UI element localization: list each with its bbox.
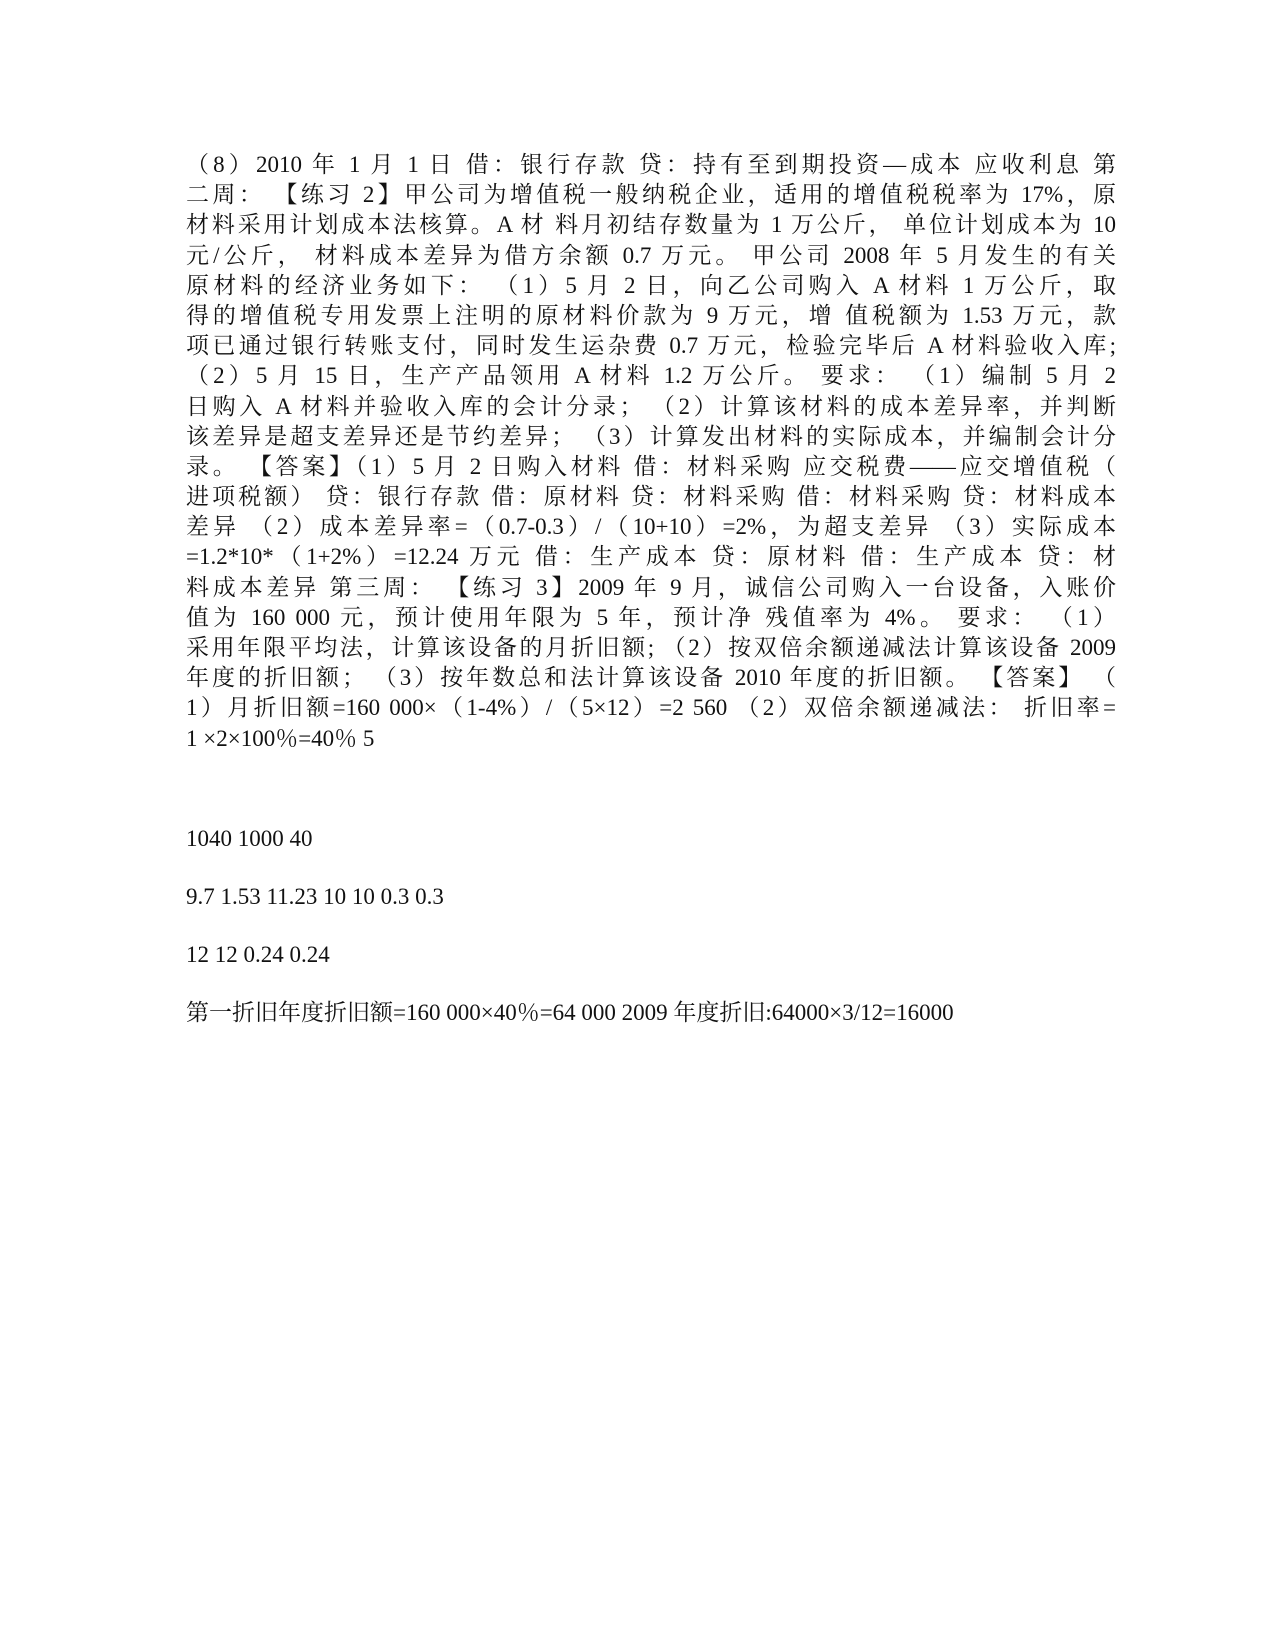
text-line: （2）5 月 15 日，生产产品领用 A 材料 1.2 万公斤。 要求： （1）编制 5 月 2 [186, 363, 1116, 389]
text-line: 日购入 A 材料并验收入库的会计分录； （2）计算该材料的成本差异率，并判断 [186, 393, 1116, 419]
text-line: 料成本差异 第三周： 【练习 3】2009 年 9 月，诚信公司购入一台设备，入账价 [186, 574, 1116, 600]
text-line: 材料采用计划成本法核算。A 材 料月初结存数量为 1 万公斤， 单位计划成本为 10 [186, 212, 1116, 238]
text-line: 年度的折旧额； （3）按年数总和法计算该设备 2010 年度的折旧额。 【答案】 （ [186, 665, 1116, 691]
text-line: 值为 160 000 元，预计使用年限为 5 年，预计净 残值率为 4%。 要求： （1） [186, 604, 1116, 630]
text-line: 录。 【答案】（1）5 月 2 日购入材料 借：材料采购 应交税费——应交增值税（ [186, 453, 1116, 479]
main-text-block [186, 150, 1116, 754]
text-line: 差异 （2）成本差异率=（0.7-0.3）/（10+10）=2%，为超支差异 （3）实际成本 [186, 514, 1116, 540]
text-line: 原材料的经济业务如下： （1）5 月 2 日，向乙公司购入 A 材料 1 万公斤，取 [186, 272, 1116, 298]
text-line: 得的增值税专用发票上注明的原材料价款为 9 万元，增 值税额为 1.53 万元，款 [186, 302, 1117, 328]
text-line: 该差异是超支差异还是节约差异； （3）计算发出材料的实际成本，并编制会计分 [186, 423, 1116, 449]
extra-line: 第一折旧年度折旧额=160 000×40％=64 000 2009 年度折旧:64000×3/12=16000 [186, 1000, 954, 1025]
text-line: 元/公斤， 材料成本差异为借方余额 0.7 万元。 甲公司 2008 年 5 月发生的有关 [186, 242, 1116, 268]
extra-line: 1040 1000 40 [186, 826, 313, 851]
extra-line: 12 12 0.24 0.24 [186, 942, 330, 967]
extra-line: 9.7 1.53 11.23 10 10 0.3 0.3 [186, 884, 444, 909]
text-line: 项已通过银行转账支付，同时发生运杂费 0.7 万元，检验完毕后 A 材料验收入库; [186, 333, 1116, 359]
text-line: 进项税额） 贷：银行存款 借：原材料 贷：材料采购 借：材料采购 贷：材料成本 [186, 484, 1116, 510]
text-line: =1.2*10*（1+2%）=12.24 万元 借：生产成本 贷：原材料 借：生产成本 贷：材 [186, 544, 1116, 570]
text-line: 1）月折旧额=160 000×（1-4%）/（5×12）=2 560 （2）双倍余额递减法： 折旧率= [186, 695, 1116, 721]
text-line: 采用年限平均法，计算该设备的月折旧额; （2）按双倍余额递减法计算该设备 2009 [186, 635, 1116, 660]
text-line: 二周： 【练习 2】甲公司为增值税一般纳税企业，适用的增值税税率为 17%，原 [186, 182, 1116, 208]
text-line: （8）2010 年 1 月 1 日 借：银行存款 贷：持有至到期投资—成本 应收利息 第 [186, 152, 1116, 177]
text-line: 1 ×2×100％=40％ 5 [186, 725, 375, 751]
